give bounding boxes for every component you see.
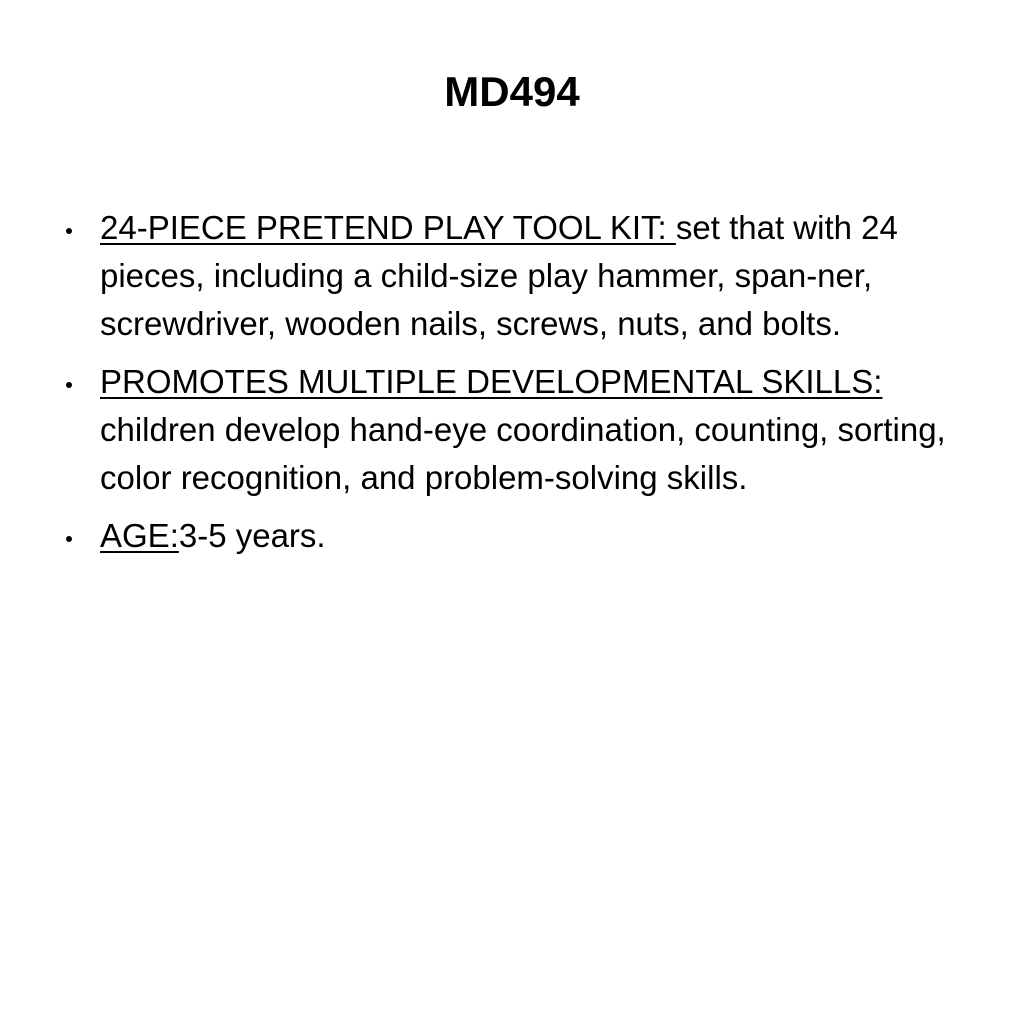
bullet-icon bbox=[66, 382, 72, 388]
bullet-icon bbox=[66, 228, 72, 234]
list-item bbox=[56, 204, 956, 348]
list-item bbox=[56, 358, 956, 502]
feature-list bbox=[56, 204, 956, 570]
item-text: set that with 24 pieces, including a child-size play hammer, span-ner, screwdriver, wooden nails, screws, nuts, and bolts. bbox=[100, 209, 898, 342]
bullet-icon bbox=[66, 536, 72, 542]
item-text: 3-5 years. bbox=[178, 517, 326, 554]
list-item bbox=[56, 512, 956, 560]
item-heading: AGE: bbox=[100, 517, 179, 554]
item-heading: PROMOTES MULTIPLE DEVELOPMENTAL SKILLS: bbox=[100, 363, 883, 400]
item-text: children develop hand-eye coordination, counting, sorting, color recognition, and problem-solving skills. bbox=[100, 411, 946, 496]
item-heading: 24-PIECE PRETEND PLAY TOOL KIT: bbox=[100, 209, 676, 246]
page-title: MD494 bbox=[444, 68, 580, 115]
